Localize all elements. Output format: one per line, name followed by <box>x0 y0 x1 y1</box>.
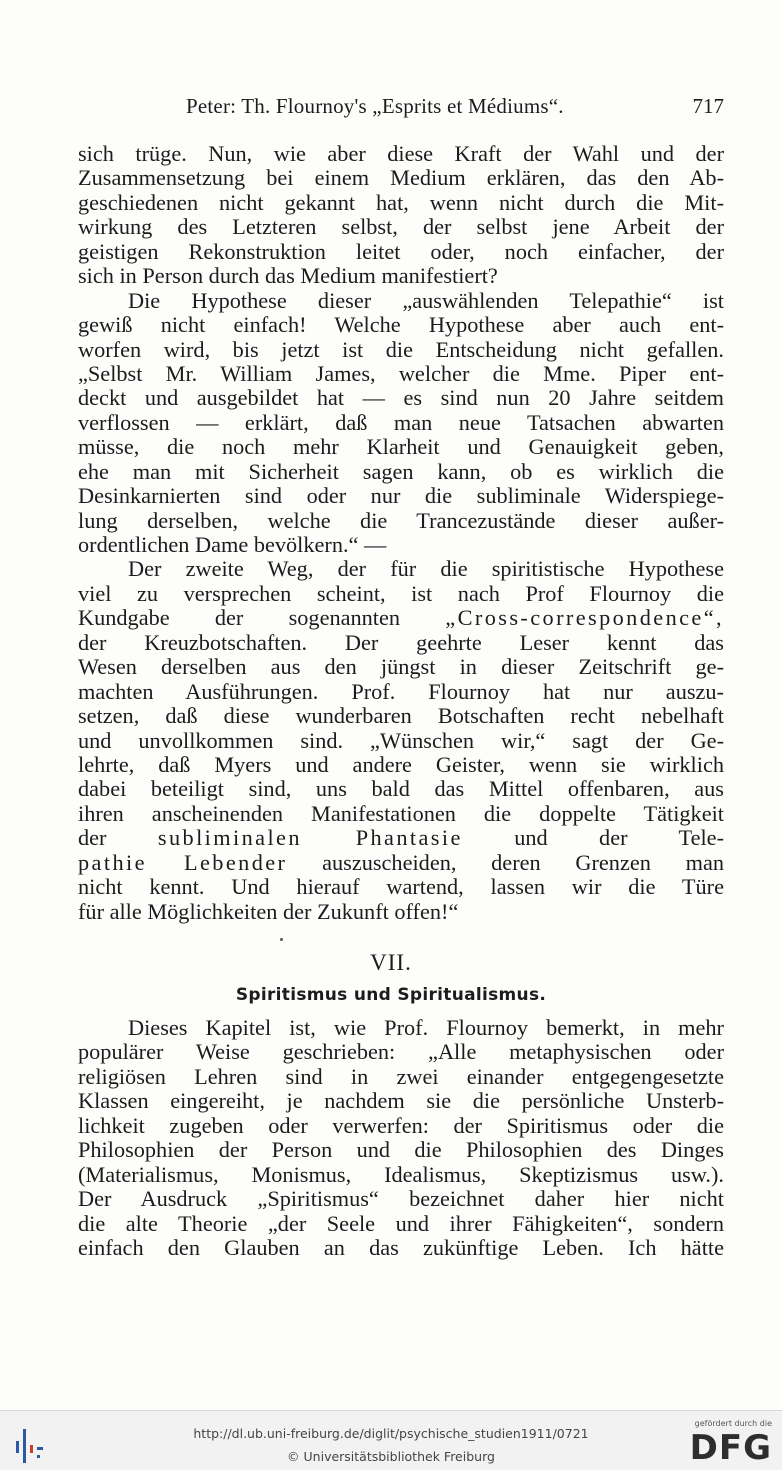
text-line: dabei beteiligt sind, uns bald das Mittel offenbaren, aus <box>78 777 724 802</box>
text-line: nicht kennt. Und hierauf wartend, lassen wir die Türe <box>78 875 724 900</box>
running-title: Peter: Th. Flournoy's „Esprits et Médiums“. <box>186 94 564 118</box>
source-url-link[interactable]: http://dl.ub.uni-freiburg.de/diglit/psychische_studien1911/0721 <box>193 1426 589 1441</box>
stray-dot <box>280 938 283 941</box>
chapter-title: Spiritismus und Spiritualismus. <box>235 985 547 1005</box>
text-line <box>78 851 724 875</box>
text-line: viel zu versprechen scheint, ist nach Prof Flournoy die <box>78 581 724 606</box>
text-line: lichkeit zugeben oder verwerfen: der Spiritismus oder die <box>78 1113 724 1138</box>
text-line: setzen, daß diese wunderbaren Botschaften recht nebelhaft <box>78 704 724 729</box>
text-line: Desinkarnierten sind oder nur die subliminale Widerspiege- <box>78 484 724 509</box>
text-line: lehrte, daß Myers und andere Geister, wenn sie wirklich <box>78 752 724 777</box>
text-line: ihren anscheinenden Manifestationen die doppelte Tätigkeit <box>78 801 724 826</box>
running-head <box>78 94 724 124</box>
letterspaced-emphasis: pathie Lebender <box>78 850 288 875</box>
copyright-notice: © Universitätsbibliothek Freiburg <box>287 1449 495 1464</box>
text-line: für alle Möglichkeiten der Zukunft offen!“ <box>78 899 459 924</box>
letterspaced-emphasis: „Cross-correspondence“, <box>445 606 724 631</box>
text-line: geistigen Rekonstruktion leitet oder, noch einfacher, der <box>78 239 724 264</box>
text-run: auszuscheiden, deren Grenzen man <box>322 850 724 875</box>
text-line: religiösen Lehren sind in zwei einander entgegengesetzte <box>78 1064 724 1089</box>
text-run: und der Tele- <box>514 826 724 851</box>
text-line: deckt und ausgebildet hat — es sind nun 20 Jahre seitdem <box>78 386 724 411</box>
text-line: Klassen eingereiht, je nachdem sie die persönliche Unsterb- <box>78 1089 724 1114</box>
text-line: ehe man mit Sicherheit sagen kann, ob es wirklich die <box>78 459 724 484</box>
text-line: einfach den Glauben an das zukünftige Leben. Ich hätte <box>78 1235 724 1260</box>
text-line <box>78 826 724 850</box>
page-number: 717 <box>692 94 724 118</box>
text-line: verflossen — erklärt, daß man neue Tatsachen abwarten <box>78 410 724 435</box>
text-line: die alte Theorie „der Seele und ihrer Fähigkeiten“, sondern <box>78 1211 724 1236</box>
text-line: Die Hypothese dieser „auswählenden Telepathie“ ist <box>128 288 724 313</box>
text-line: wirkung des Letzteren selbst, der selbst jene Arbeit der <box>78 215 724 240</box>
text-line: sich in Person durch das Medium manifestiert? <box>78 264 498 289</box>
dfg-badge <box>684 1419 772 1467</box>
chapter-number: VII. <box>370 950 412 975</box>
text-line: worfen wird, bis jetzt ist die Entscheidung nicht gefallen. <box>78 337 724 362</box>
text-line: gewiß nicht einfach! Welche Hypothese aber auch ent- <box>78 313 724 338</box>
text-line: „Selbst Mr. William James, welcher die Mme. Piper ent- <box>78 361 724 386</box>
text-line: Wesen derselben aus den jüngst in dieser Zeitschrift ge- <box>78 655 724 680</box>
footer-bar <box>0 1410 782 1470</box>
text-line <box>78 606 724 630</box>
text-line: (Materialismus, Monismus, Idealismus, Skeptizismus usw.). <box>78 1162 724 1187</box>
text-line: ordentlichen Dame bevölkern.“ — <box>78 533 387 557</box>
text-line: lung derselben, welche die Trancezustände dieser außer- <box>78 508 724 533</box>
dfg-logo-icon: DFG <box>689 1428 772 1468</box>
body-text-block-2 <box>78 1016 724 1260</box>
text-line: machten Ausführungen. Prof. Flournoy hat nur auszu- <box>78 679 724 704</box>
text-line: und unvollkommen sind. „Wünschen wir,“ sagt der Ge- <box>78 728 724 753</box>
text-run: der <box>78 826 107 851</box>
text-line: der Kreuzbotschaften. Der geehrte Leser kennt das <box>78 630 724 655</box>
text-line: müsse, die noch mehr Klarheit und Genauigkeit geben, <box>78 435 724 460</box>
text-line: populärer Weise geschrieben: „Alle metaphysischen oder <box>78 1040 724 1065</box>
text-line: Dieses Kapitel ist, wie Prof. Flournoy bemerkt, in mehr <box>128 1016 724 1040</box>
text-line: Der zweite Weg, der für die spiritistische Hypothese <box>128 557 724 582</box>
text-line: Zusammensetzung bei einem Medium erklären, das den Ab- <box>78 166 724 191</box>
body-text-block-1 <box>78 142 724 924</box>
text-line: Philosophien der Person und die Philosophien des Dinges <box>78 1138 724 1163</box>
dfg-caption: gefördert durch die <box>694 1419 772 1428</box>
text-line: sich trüge. Nun, wie aber diese Kraft der Wahl und der <box>78 142 724 166</box>
text-line: geschiedenen nicht gekannt hat, wenn nicht durch die Mit- <box>78 190 724 215</box>
text-run: Kundgabe der sogenannten <box>78 606 401 631</box>
letterspaced-emphasis: subliminalen Phantasie <box>157 826 463 851</box>
text-line: Der Ausdruck „Spiritismus“ bezeichnet daher hier nicht <box>78 1187 724 1212</box>
